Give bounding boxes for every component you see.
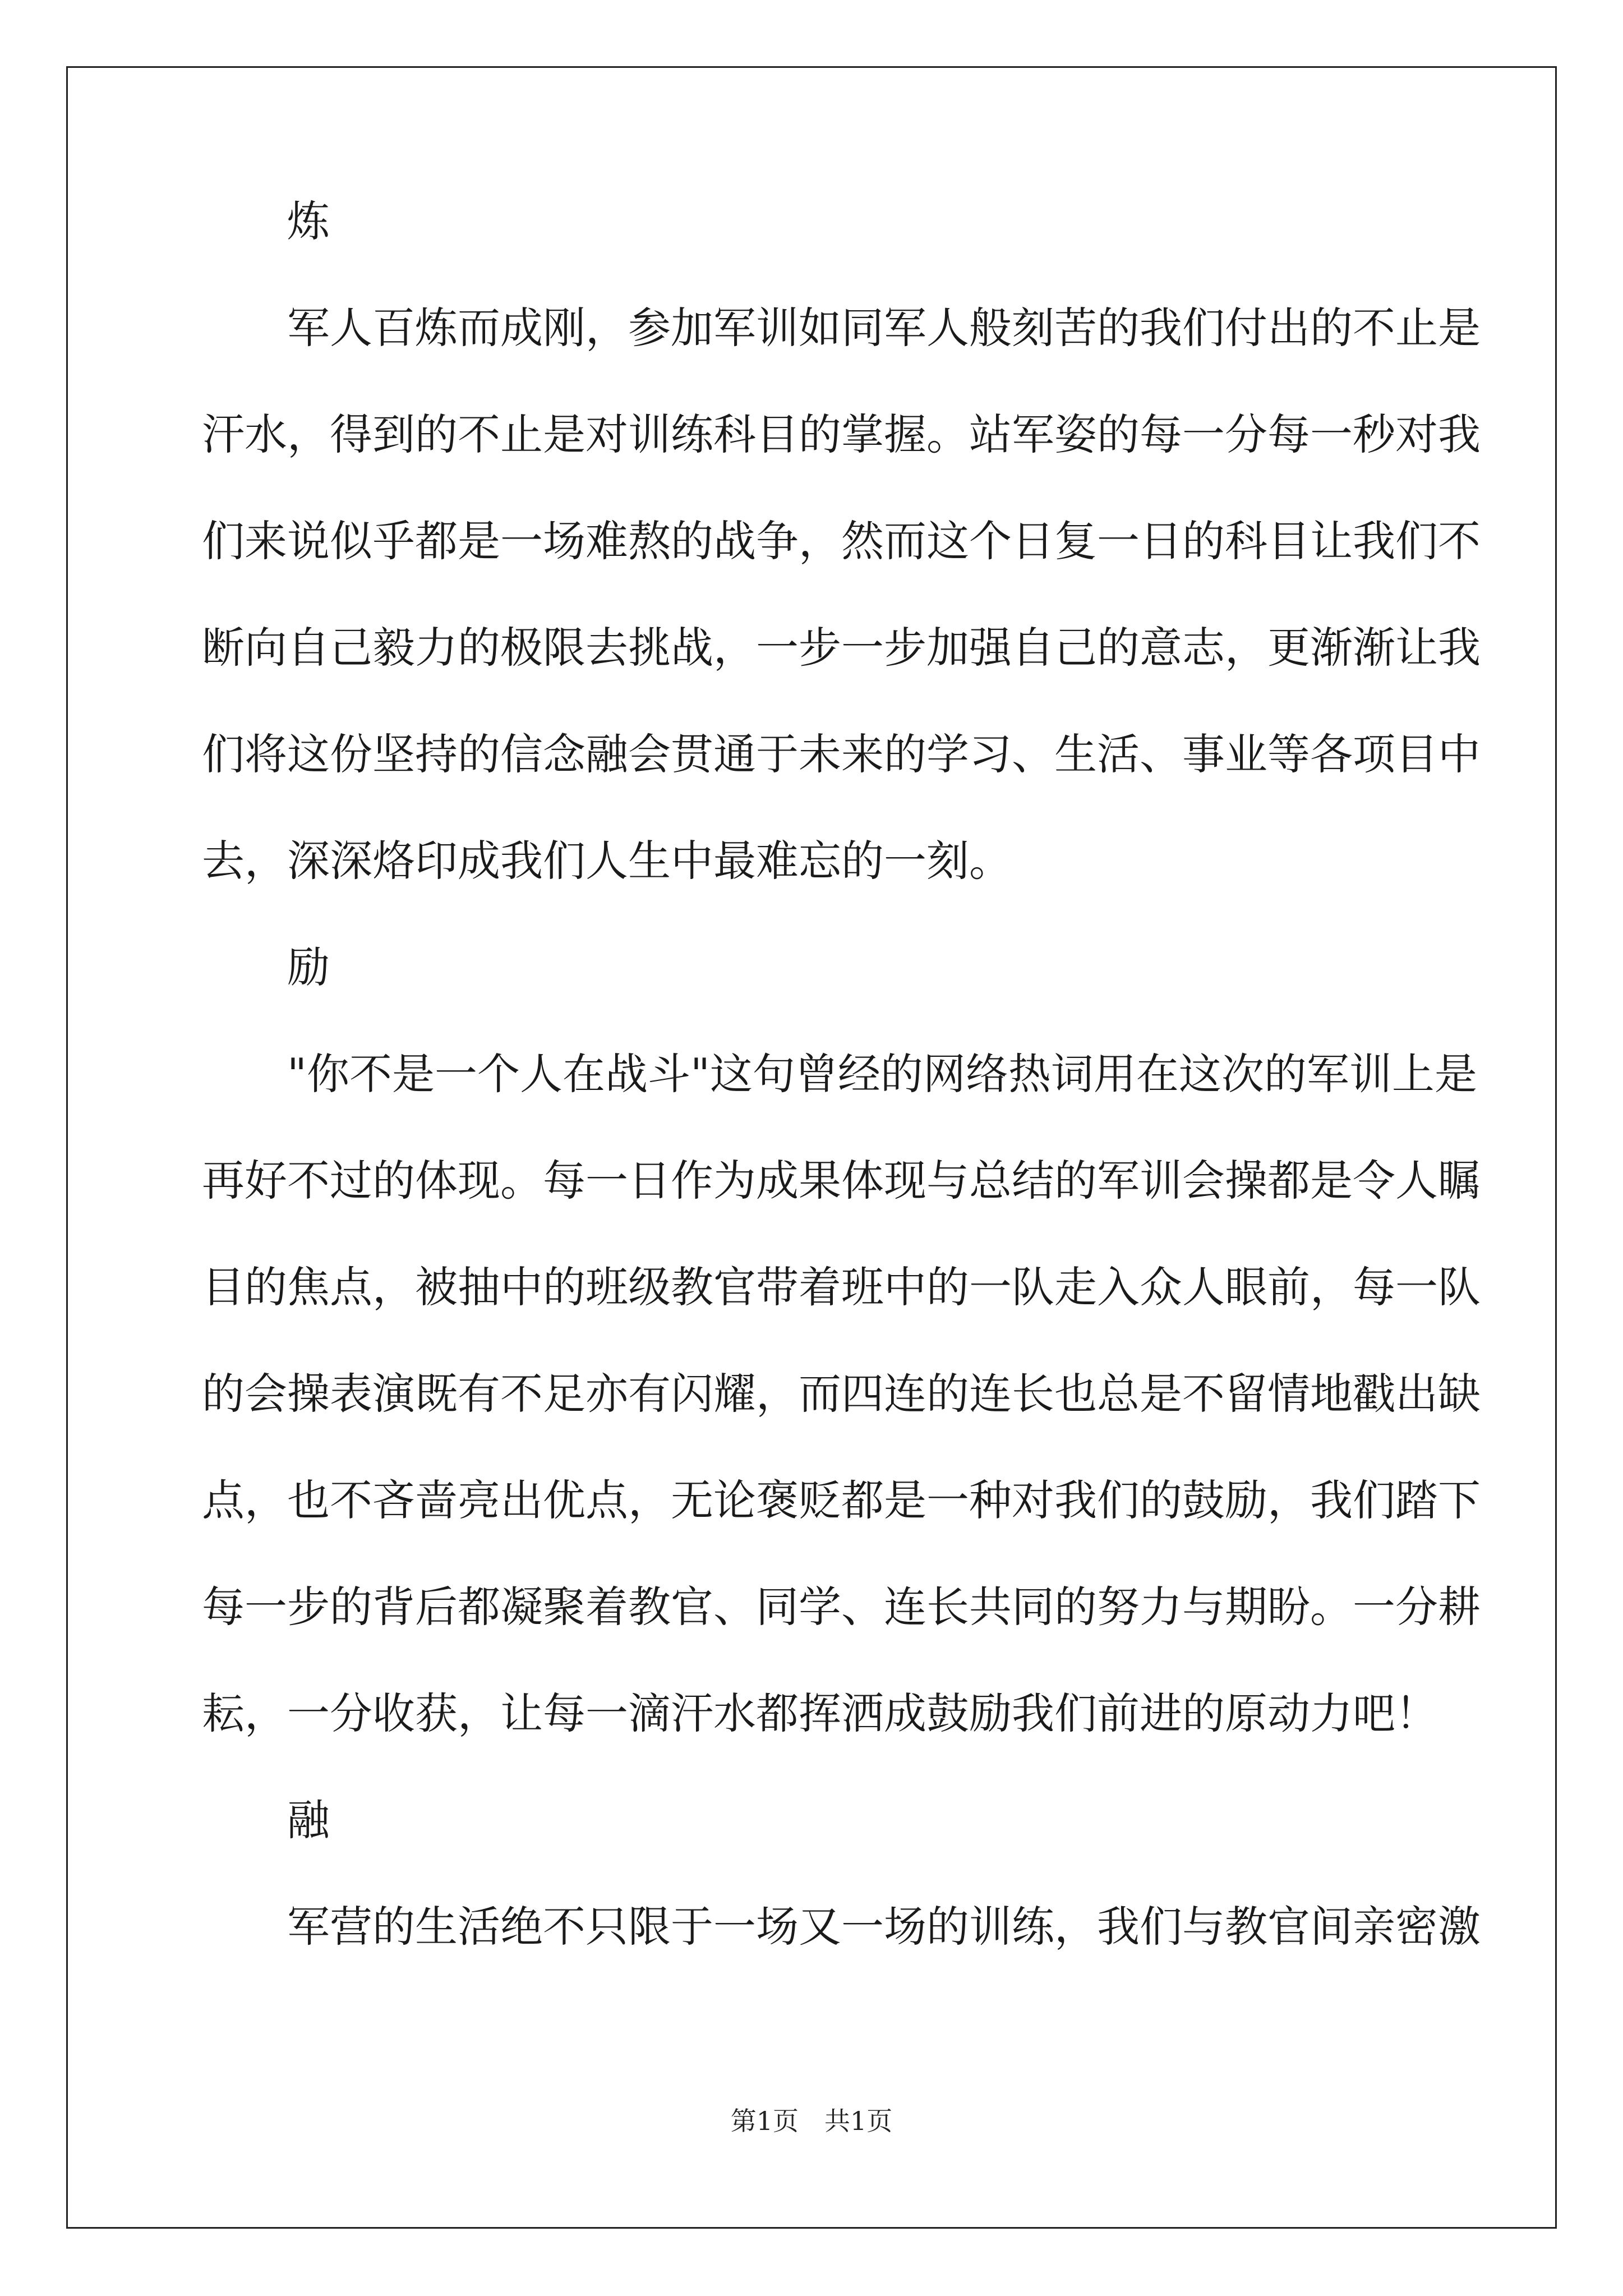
section-heading-lian: 炼 (287, 196, 330, 246)
section-heading-rong: 融 (287, 1795, 330, 1845)
paragraph-line: 的会操表演既有不足亦有闪耀，而四连的连长也总是不留情地戳出缺 (202, 1369, 1481, 1419)
paragraph-line: 目的焦点，被抽中的班级教官带着班中的一队走入众人眼前，每一队 (202, 1262, 1481, 1312)
paragraph-line: 们来说似乎都是一场难熬的战争，然而这个日复一日的科目让我们不 (202, 516, 1481, 566)
paragraph-line: 每一步的背后都凝聚着教官、同学、连长共同的努力与期盼。一分耕 (202, 1582, 1481, 1632)
paragraph-line: 军人百炼而成刚，参加军训如同军人般刻苦的我们付出的不止是 (287, 303, 1481, 353)
paragraph-line: 军营的生活绝不只限于一场又一场的训练，我们与教官间亲密激 (287, 1902, 1481, 1952)
paragraph-line: 再好不过的体现。每一日作为成果体现与总结的军训会操都是令人瞩 (202, 1156, 1481, 1205)
paragraph-line: 去，深深烙印成我们人生中最难忘的一刻。 (202, 836, 1012, 886)
document-body (202, 168, 1481, 1980)
paragraph-line: 点，也不吝啬亮出优点，无论褒贬都是一种对我们的鼓励，我们踏下 (202, 1475, 1481, 1525)
section-heading-li: 励 (287, 942, 330, 992)
paragraph-line: 汗水，得到的不止是对训练科目的掌握。站军姿的每一分每一秒对我 (202, 409, 1481, 459)
page-footer: 第1页 共1页 (730, 2106, 893, 2136)
paragraph-line: "你不是一个人在战斗"这句曾经的网络热词用在这次的军训上是 (287, 1049, 1477, 1099)
paragraph-line: 耘，一分收获，让每一滴汗水都挥洒成鼓励我们前进的原动力吧！ (202, 1688, 1438, 1738)
paragraph-line: 断向自己毅力的极限去挑战，一步一步加强自己的意志，更渐渐让我 (202, 623, 1481, 673)
paragraph-line: 们将这份坚持的信念融会贯通于未来的学习、生活、事业等各项目中 (202, 729, 1481, 779)
